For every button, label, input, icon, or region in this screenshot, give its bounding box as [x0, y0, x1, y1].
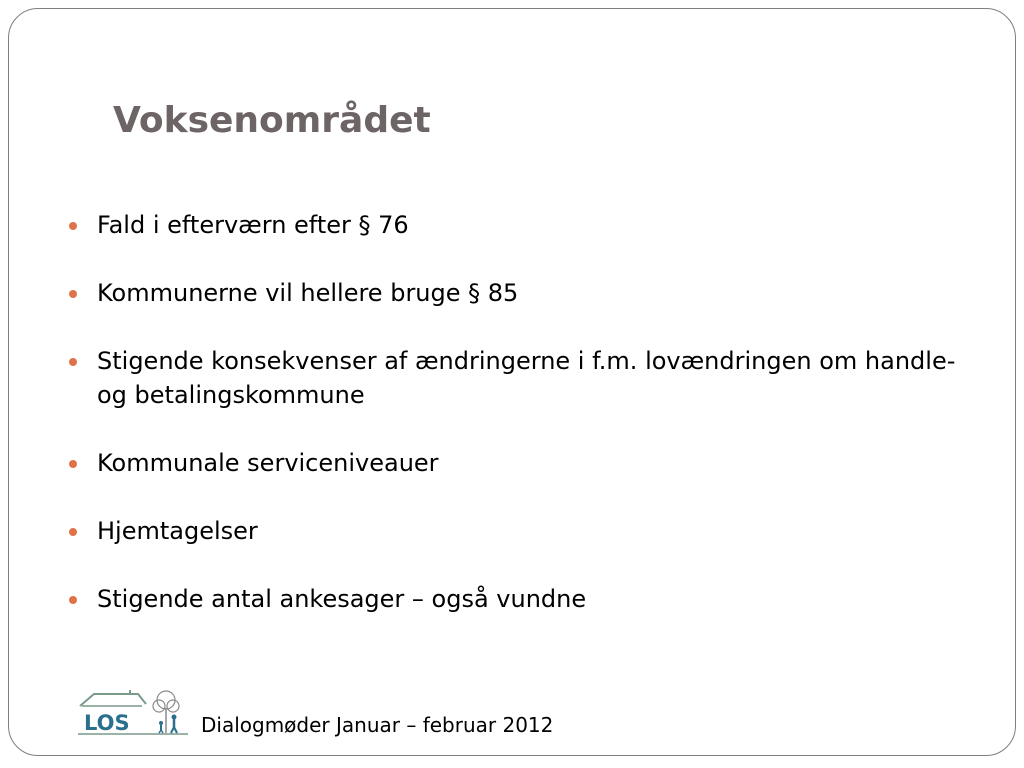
bullet-item: [66, 344, 966, 412]
bullet-item: [66, 514, 966, 548]
bullet-marker: [69, 460, 77, 468]
bullet-marker: [69, 222, 77, 230]
bullet-text: Kommunale serviceniveauer: [97, 449, 439, 477]
bullet-text: Fald i efterværn efter § 76: [97, 211, 409, 239]
bullet-marker: [69, 358, 77, 366]
slide-title: Voksenområdet: [113, 100, 431, 141]
logo-text: LOS: [84, 711, 130, 735]
bullet-item: [66, 276, 966, 310]
bullet-text: Hjemtagelser: [97, 517, 258, 545]
bullet-list: [66, 208, 966, 650]
slide-footer: [76, 686, 636, 738]
bullet-item: [66, 446, 966, 480]
bullet-text: Stigende konsekvenser af ændringerne i f.m. lovændringen om handle- og betalingskommune: [97, 347, 956, 409]
bullet-item: [66, 582, 966, 616]
bullet-text: Stigende antal ankesager – også vundne: [97, 585, 587, 613]
los-logo: [76, 686, 190, 738]
bullet-item: [66, 208, 966, 242]
footer-text: Dialogmøder Januar – februar 2012: [201, 713, 554, 737]
bullet-marker: [69, 528, 77, 536]
bullet-marker: [69, 290, 77, 298]
bullet-text: Kommunerne vil hellere bruge § 85: [97, 279, 519, 307]
bullet-marker: [69, 596, 77, 604]
